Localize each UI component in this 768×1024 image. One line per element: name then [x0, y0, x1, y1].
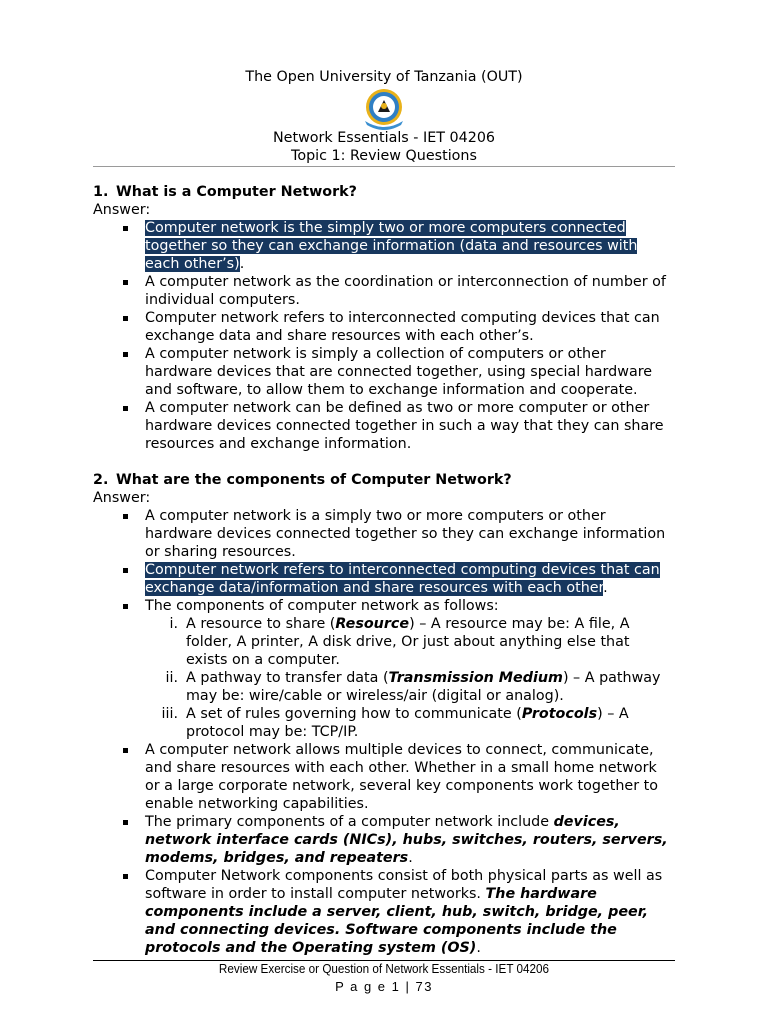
footer-text: Review Exercise or Question of Network Essentials - IET 04206 [218, 961, 550, 976]
course-title: Network Essentials - IET 04206 [272, 130, 496, 146]
list-item: Computer network is the simply two or more computers connected together so they can exchange information (data and resources with each other’s). [93, 219, 675, 273]
question-1-answers [93, 219, 675, 453]
list-item: A computer network as the coordination or interconnection of number of individual computers. [93, 273, 675, 309]
question-2-heading: 2. What are the components of Computer Network? [93, 472, 512, 488]
list-item: Computer network refers to interconnected computing devices that can exchange data and share resources with each other’s. [93, 309, 675, 345]
document-body [93, 183, 675, 957]
highlighted-text: Computer network refers to interconnected computing devices that can exchange data/information and share resources with each other [145, 562, 660, 596]
list-item: Computer Network components consist of both physical parts as well as software in order to install computer networks. The hardware components include a server, client, hub, switch, bridge, peer, and connecting devices. Software components include the protocols and the Operating system (OS). [93, 867, 675, 957]
list-item: The primary components of a computer network include devices, network interface cards (NICs), hubs, switches, routers, servers, modems, bridges, and repeaters. [93, 813, 675, 867]
header-divider [93, 166, 675, 167]
answer-label: Answer: [93, 202, 151, 218]
list-item: ii. A pathway to transfer data (Transmission Medium) – A pathway may be: wire/cable or wireless/air (digital or analog). [165, 670, 661, 704]
list-item: iii. A set of rules governing how to communicate (Protocols) – A protocol may be: TCP/IP. [161, 706, 629, 740]
list-item: A computer network can be defined as two or more computer or other hardware devices connected together in such a way that they can share resources and exchange information. [93, 399, 675, 453]
list-item: The components of computer network as follows: i. A resource to share (Resource) – A resource may be: A file, A folder, A printer, A disk drive, Or just about anything else that exists on a computer. ii. A pathway to transfer data (Transmission Medium) – A pathway may be: wire/cable or wireless/air (digital or analog). iii. A set of rules governing how to communicate (Protocols) – A protocol may be: TCP/IP. [93, 597, 675, 741]
highlighted-text: Computer network is the simply two or more computers connected together so they can exchange information (data and resources with each other’s) [145, 220, 638, 272]
list-item: i. A resource to share (Resource) – A resource may be: A file, A folder, A printer, A disk drive, Or just about anything else that exists on a computer. [169, 616, 630, 668]
question-2-answers [93, 507, 675, 957]
list-item: A computer network allows multiple devices to connect, communicate, and share resources with each other. Whether in a small home network or a large corporate network, several key components work together to enable networking capabilities. [93, 741, 675, 813]
university-seal-icon [361, 87, 407, 131]
topic-title: Topic 1: Review Questions [291, 148, 477, 164]
university-name: The Open University of Tanzania (OUT) [245, 69, 523, 85]
list-item: A computer network is a simply two or more computers or other hardware devices connected together so they can exchange information or sharing resources. [93, 507, 675, 561]
list-item: A computer network is simply a collection of computers or other hardware devices that are connected together, using special hardware and software, to allow them to exchange information and cooperate. [93, 345, 675, 399]
list-item: Computer network refers to interconnected computing devices that can exchange data/information and share resources with each other. [93, 561, 675, 597]
page-number: P a g e 1 | 73 [335, 979, 433, 994]
answer-label: Answer: [93, 490, 151, 506]
question-1-heading: 1. What is a Computer Network? [93, 184, 357, 200]
components-list [145, 615, 675, 741]
